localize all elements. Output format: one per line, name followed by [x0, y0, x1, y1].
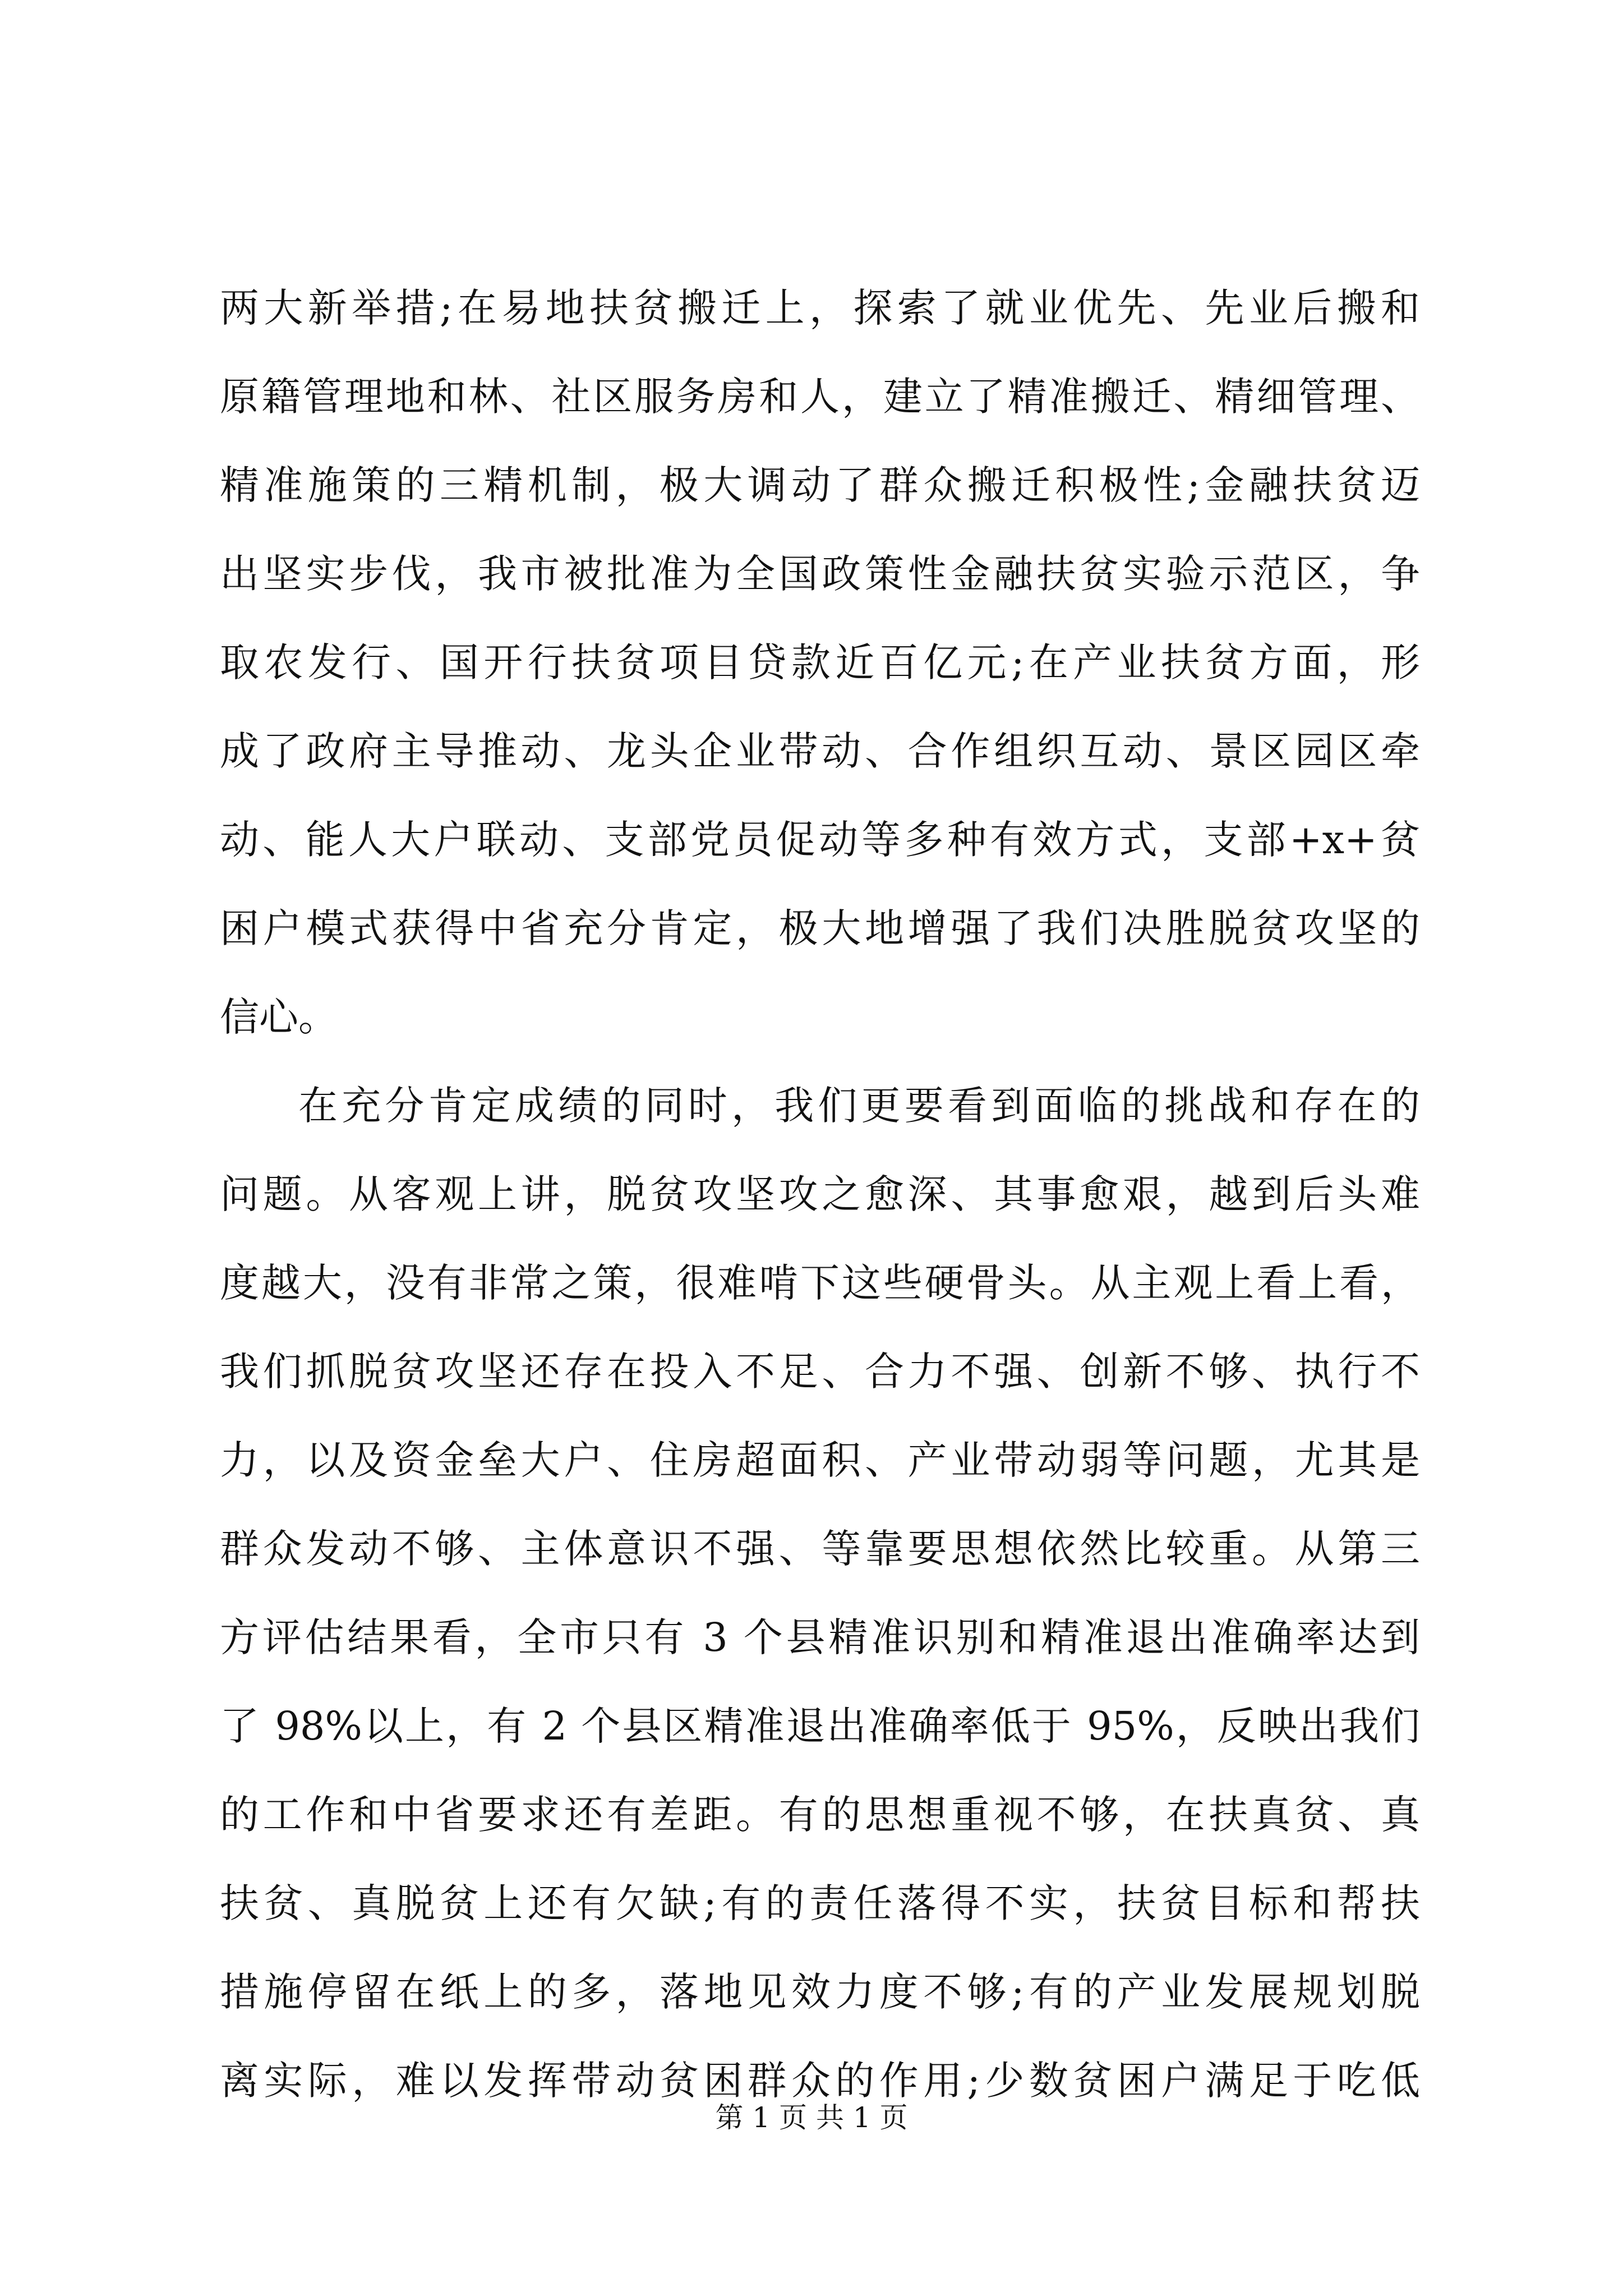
- text-line: 信心。: [220, 994, 338, 1040]
- document-body: [220, 264, 1420, 2125]
- text-line: 力，以及资金垒大户、住房超面积、产业带动弱等问题，尤其是: [220, 1437, 1420, 1483]
- text-line: 成了政府主导推动、龙头企业带动、合作组织互动、景区园区牵: [220, 728, 1420, 774]
- text-line: 我们抓脱贫攻坚还存在投入不足、合力不强、创新不够、执行不: [220, 1349, 1420, 1395]
- text-line: 群众发动不够、主体意识不强、等靠要思想依然比较重。从第三: [220, 1526, 1420, 1572]
- text-line: 出坚实步伐，我市被批准为全国政策性金融扶贫实验示范区，争: [220, 551, 1420, 597]
- text-line: 的工作和中省要求还有差距。有的思想重视不够，在扶真贫、真: [220, 1792, 1420, 1838]
- text-line: 了 98%以上，有 2 个县区精准退出准确率低于 95%，反映出我们: [220, 1703, 1420, 1749]
- text-line: 原籍管理地和林、社区服务房和人，建立了精准搬迁、精细管理、: [220, 374, 1420, 420]
- text-line: 措施停留在纸上的多，落地见效力度不够;有的产业发展规划脱: [220, 1969, 1420, 2015]
- text-line: 离实际，难以发挥带动贫困群众的作用;少数贫困户满足于吃低: [220, 2058, 1420, 2104]
- text-line: 两大新举措;在易地扶贫搬迁上，探索了就业优先、先业后搬和: [220, 285, 1420, 331]
- text-line: 精准施策的三精机制，极大调动了群众搬迁积极性;金融扶贫迈: [220, 462, 1420, 508]
- page-number-footer: 第 1 页 共 1 页: [715, 2101, 908, 2134]
- text-line: 取农发行、国开行扶贫项目贷款近百亿元;在产业扶贫方面，形: [220, 639, 1420, 685]
- text-line: 动、能人大户联动、支部党员促动等多种有效方式，支部+x+贫: [220, 817, 1420, 863]
- paragraph-2: [220, 1061, 1420, 2125]
- text-line: 在充分肯定成绩的同时，我们更要看到面临的挑战和存在的: [298, 1083, 1420, 1129]
- paragraph-1: [220, 264, 1420, 1061]
- text-line: 方评估结果看，全市只有 3 个县精准识别和精准退出准确率达到: [220, 1614, 1420, 1660]
- text-line: 困户模式获得中省充分肯定，极大地增强了我们决胜脱贫攻坚的: [220, 905, 1420, 951]
- text-line: 问题。从客观上讲，脱贫攻坚攻之愈深、其事愈艰，越到后头难: [220, 1171, 1420, 1217]
- text-line: 扶贫、真脱贫上还有欠缺;有的责任落得不实，扶贫目标和帮扶: [220, 1880, 1420, 1926]
- text-line: 度越大，没有非常之策，很难啃下这些硬骨头。从主观上看上看，: [220, 1260, 1420, 1306]
